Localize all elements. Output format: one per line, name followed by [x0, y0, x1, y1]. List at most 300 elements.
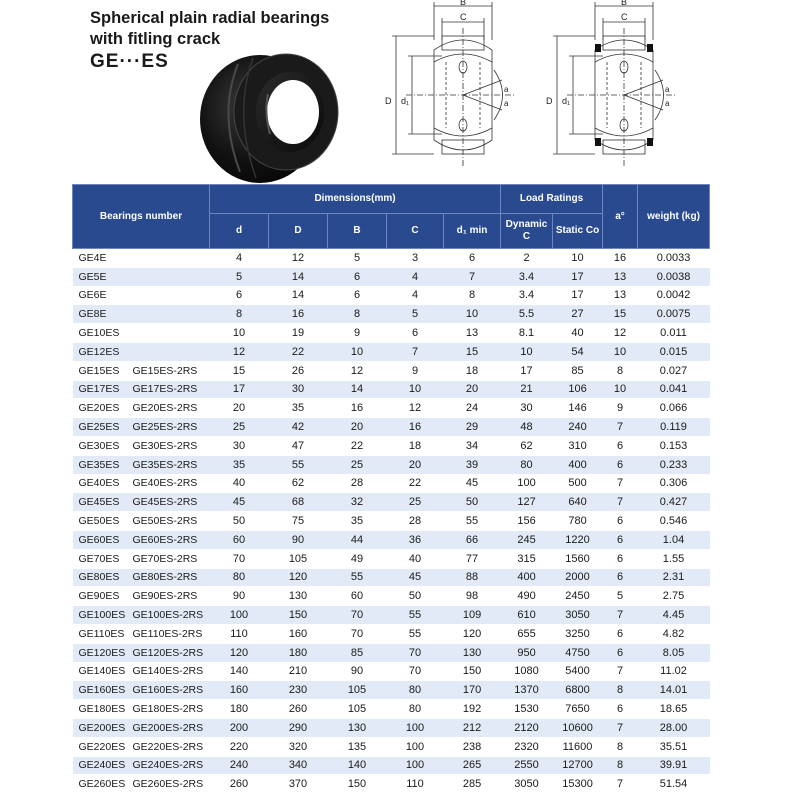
cell-d: 70	[210, 549, 269, 568]
bearing-number: GE12ES	[78, 345, 120, 358]
label-d1: d₁	[401, 96, 410, 106]
cell-d: 12	[210, 342, 269, 361]
table-row	[73, 549, 710, 568]
cell-a: 6	[603, 512, 638, 531]
cell-dyn: 156	[501, 512, 553, 531]
cell-B: 14	[328, 380, 387, 399]
cell-stat: 500	[553, 474, 603, 493]
cell-stat: 4750	[553, 643, 603, 662]
bearing-number: GE4E	[78, 251, 107, 264]
title-line-1: Spherical plain radial bearings	[90, 9, 330, 27]
cell-C: 3	[387, 249, 444, 268]
bearing-number: GE110ES	[78, 627, 125, 640]
header-alpha: a°	[603, 185, 638, 249]
cell-D: 230	[269, 681, 328, 700]
cell-bearing-number	[73, 455, 210, 474]
cell-C: 55	[387, 624, 444, 643]
cell-w: 0.011	[638, 324, 710, 343]
cell-bearing-number	[73, 606, 210, 625]
bearing-number: GE90ES	[78, 590, 120, 603]
cell-C: 25	[387, 493, 444, 512]
table-row	[73, 606, 710, 625]
cell-dyn: 2320	[501, 737, 553, 756]
table-row	[73, 718, 710, 737]
header-D: D	[269, 214, 328, 249]
cell-w: 0.015	[638, 342, 710, 361]
cell-w: 0.427	[638, 493, 710, 512]
cell-dyn: 5.5	[501, 305, 553, 324]
cell-bearing-number	[73, 568, 210, 587]
cell-bearing-number	[73, 643, 210, 662]
cell-d1: 98	[444, 587, 501, 606]
cell-bearing-number	[73, 681, 210, 700]
bearing-number: GE17ES	[78, 383, 120, 396]
cell-w: 1.55	[638, 549, 710, 568]
cell-stat: 7650	[553, 700, 603, 719]
bearing-number-sealed: GE35ES-2RS	[132, 458, 198, 471]
table-row	[73, 436, 710, 455]
bearing-photo	[198, 44, 348, 184]
cell-C: 28	[387, 512, 444, 531]
header-d1-min: d₁ min	[444, 214, 501, 249]
cell-bearing-number	[73, 361, 210, 380]
table-row	[73, 587, 710, 606]
cell-bearing-number	[73, 530, 210, 549]
cell-C: 9	[387, 361, 444, 380]
cell-stat: 400	[553, 455, 603, 474]
cell-B: 150	[328, 775, 387, 794]
header-dimensions: Dimensions(mm)	[210, 185, 501, 214]
cell-bearing-number	[73, 549, 210, 568]
bearing-number: GE100ES	[78, 609, 126, 622]
cell-d1: 6	[444, 249, 501, 268]
cell-C: 110	[387, 775, 444, 794]
bearing-number-sealed: GE260ES-2RS	[132, 778, 204, 791]
bearing-number: GE10ES	[78, 327, 120, 340]
cell-d: 240	[210, 756, 269, 775]
cell-D: 12	[269, 249, 328, 268]
cell-d: 160	[210, 681, 269, 700]
cell-a: 12	[603, 324, 638, 343]
cell-a: 16	[603, 249, 638, 268]
cell-C: 80	[387, 681, 444, 700]
cell-a: 10	[603, 380, 638, 399]
cell-d1: 130	[444, 643, 501, 662]
cell-C: 12	[387, 399, 444, 418]
cell-d: 35	[210, 455, 269, 474]
cell-d1: 212	[444, 718, 501, 737]
cell-dyn: 245	[501, 530, 553, 549]
bearing-number: GE15ES	[78, 364, 120, 377]
cell-w: 0.306	[638, 474, 710, 493]
table-row	[73, 249, 710, 268]
cell-w: 35.51	[638, 737, 710, 756]
cell-C: 36	[387, 530, 444, 549]
bearing-number-sealed: GE45ES-2RS	[132, 496, 198, 509]
cell-bearing-number	[73, 700, 210, 719]
cell-a: 6	[603, 530, 638, 549]
cell-a: 6	[603, 643, 638, 662]
cell-a: 8	[603, 756, 638, 775]
header-bearings-number: Bearings number	[73, 185, 210, 249]
cell-a: 5	[603, 587, 638, 606]
cell-a: 7	[603, 606, 638, 625]
cell-B: 22	[328, 436, 387, 455]
cell-d: 60	[210, 530, 269, 549]
cell-a: 6	[603, 700, 638, 719]
cell-stat: 640	[553, 493, 603, 512]
cell-C: 22	[387, 474, 444, 493]
bearing-number: GE5E	[78, 270, 107, 283]
cell-D: 22	[269, 342, 328, 361]
cell-d1: 238	[444, 737, 501, 756]
cell-dyn: 400	[501, 568, 553, 587]
cell-d: 10	[210, 324, 269, 343]
cell-a: 7	[603, 718, 638, 737]
cell-C: 70	[387, 662, 444, 681]
bearing-number: GE120ES	[78, 646, 126, 659]
header-B: B	[328, 214, 387, 249]
label-D: D	[385, 96, 392, 106]
cell-d1: 20	[444, 380, 501, 399]
table-row	[73, 737, 710, 756]
bearing-number-sealed: GE30ES-2RS	[132, 439, 198, 452]
cell-d1: 10	[444, 305, 501, 324]
cell-dyn: 1370	[501, 681, 553, 700]
cell-C: 18	[387, 436, 444, 455]
cell-D: 160	[269, 624, 328, 643]
cell-stat: 10	[553, 249, 603, 268]
cell-dyn: 17	[501, 361, 553, 380]
cell-bearing-number	[73, 249, 210, 268]
cell-C: 80	[387, 700, 444, 719]
cell-C: 70	[387, 643, 444, 662]
bearing-number-sealed: GE220ES-2RS	[132, 740, 204, 753]
bearing-number-sealed: GE40ES-2RS	[132, 477, 198, 490]
cell-dyn: 610	[501, 606, 553, 625]
cell-B: 105	[328, 681, 387, 700]
cell-stat: 11600	[553, 737, 603, 756]
label-B: B	[621, 0, 628, 7]
cell-stat: 2000	[553, 568, 603, 587]
cell-bearing-number	[73, 775, 210, 794]
bearing-number: GE200ES	[78, 721, 126, 734]
cell-B: 8	[328, 305, 387, 324]
cell-d: 110	[210, 624, 269, 643]
cell-D: 55	[269, 455, 328, 474]
cell-d1: 55	[444, 512, 501, 531]
cell-stat: 106	[553, 380, 603, 399]
cell-d1: 88	[444, 568, 501, 587]
cell-D: 210	[269, 662, 328, 681]
cell-bearing-number	[73, 305, 210, 324]
cell-bearing-number	[73, 324, 210, 343]
cell-dyn: 80	[501, 455, 553, 474]
cell-stat: 17	[553, 286, 603, 305]
cell-d1: 50	[444, 493, 501, 512]
cell-w: 0.0033	[638, 249, 710, 268]
cell-d1: 29	[444, 418, 501, 437]
cell-D: 16	[269, 305, 328, 324]
cell-d: 8	[210, 305, 269, 324]
cell-w: 4.45	[638, 606, 710, 625]
series-label: GE···ES	[90, 51, 169, 72]
header-weight: weight (kg)	[638, 185, 710, 249]
cell-dyn: 3050	[501, 775, 553, 794]
cell-dyn: 1530	[501, 700, 553, 719]
cell-dyn: 3.4	[501, 286, 553, 305]
cell-B: 105	[328, 700, 387, 719]
label-d1: d₁	[562, 96, 571, 106]
cell-bearing-number	[73, 418, 210, 437]
bearing-number: GE140ES	[78, 665, 126, 678]
cell-dyn: 48	[501, 418, 553, 437]
table-row	[73, 342, 710, 361]
cell-C: 6	[387, 324, 444, 343]
cell-d: 90	[210, 587, 269, 606]
table-row	[73, 568, 710, 587]
cell-B: 35	[328, 512, 387, 531]
cell-stat: 310	[553, 436, 603, 455]
table-row	[73, 380, 710, 399]
cell-C: 100	[387, 718, 444, 737]
label-C: C	[460, 12, 467, 22]
cell-bearing-number	[73, 399, 210, 418]
bearing-number-sealed: GE200ES-2RS	[132, 721, 204, 734]
bearing-number: GE70ES	[78, 552, 120, 565]
cell-w: 0.546	[638, 512, 710, 531]
bearing-number: GE25ES	[78, 421, 120, 434]
cell-a: 8	[603, 681, 638, 700]
cell-C: 10	[387, 380, 444, 399]
cell-a: 7	[603, 418, 638, 437]
table-row	[73, 493, 710, 512]
cell-stat: 85	[553, 361, 603, 380]
cell-C: 55	[387, 606, 444, 625]
bearing-number-sealed: GE160ES-2RS	[132, 684, 204, 697]
cell-a: 6	[603, 624, 638, 643]
table-row	[73, 775, 710, 794]
cell-bearing-number	[73, 436, 210, 455]
cell-w: 0.233	[638, 455, 710, 474]
cell-d1: 77	[444, 549, 501, 568]
table-row	[73, 474, 710, 493]
bearing-number-sealed: GE90ES-2RS	[132, 590, 198, 603]
table-row	[73, 681, 710, 700]
bearing-number-sealed: GE20ES-2RS	[132, 402, 198, 415]
cell-D: 35	[269, 399, 328, 418]
cell-w: 11.02	[638, 662, 710, 681]
bearing-number: GE30ES	[78, 439, 120, 452]
cell-B: 55	[328, 568, 387, 587]
cell-stat: 10600	[553, 718, 603, 737]
cell-w: 28.00	[638, 718, 710, 737]
table-row	[73, 662, 710, 681]
cell-d1: 120	[444, 624, 501, 643]
cell-d1: 109	[444, 606, 501, 625]
cell-d1: 265	[444, 756, 501, 775]
bearing-number-sealed: GE70ES-2RS	[132, 552, 198, 565]
cell-d: 15	[210, 361, 269, 380]
cell-stat: 17	[553, 267, 603, 286]
cell-a: 15	[603, 305, 638, 324]
cell-w: 0.041	[638, 380, 710, 399]
table-row	[73, 512, 710, 531]
cell-d1: 24	[444, 399, 501, 418]
bearing-number: GE220ES	[78, 740, 126, 753]
cell-dyn: 3.4	[501, 267, 553, 286]
cell-dyn: 1080	[501, 662, 553, 681]
bearing-number: GE160ES	[78, 684, 126, 697]
cell-dyn: 100	[501, 474, 553, 493]
cell-bearing-number	[73, 286, 210, 305]
cell-B: 6	[328, 286, 387, 305]
header-dynamic: Dynamic C	[501, 214, 553, 249]
label-a-top: a	[504, 85, 509, 94]
label-a-top: a	[665, 85, 670, 94]
cell-a: 13	[603, 286, 638, 305]
cell-w: 1.04	[638, 530, 710, 549]
label-B: B	[460, 0, 467, 7]
cell-C: 40	[387, 549, 444, 568]
table-row	[73, 286, 710, 305]
cell-d1: 8	[444, 286, 501, 305]
label-a-bottom: a	[504, 99, 509, 108]
cell-d1: 170	[444, 681, 501, 700]
cell-stat: 3250	[553, 624, 603, 643]
cell-bearing-number	[73, 737, 210, 756]
cell-stat: 1560	[553, 549, 603, 568]
bearing-number: GE8E	[78, 308, 107, 321]
cell-dyn: 950	[501, 643, 553, 662]
cell-d: 25	[210, 418, 269, 437]
cell-w: 39.91	[638, 756, 710, 775]
cell-a: 6	[603, 455, 638, 474]
cell-d1: 39	[444, 455, 501, 474]
cell-C: 4	[387, 286, 444, 305]
cell-d: 180	[210, 700, 269, 719]
bearing-number: GE60ES	[78, 533, 120, 546]
label-D: D	[546, 96, 553, 106]
cell-C: 5	[387, 305, 444, 324]
cell-d: 200	[210, 718, 269, 737]
cell-B: 25	[328, 455, 387, 474]
cell-D: 340	[269, 756, 328, 775]
cell-w: 0.027	[638, 361, 710, 380]
cell-bearing-number	[73, 756, 210, 775]
header-static: Static Co	[553, 214, 603, 249]
table-row	[73, 756, 710, 775]
cell-stat: 2450	[553, 587, 603, 606]
cell-stat: 27	[553, 305, 603, 324]
cell-stat: 15300	[553, 775, 603, 794]
cell-w: 0.0038	[638, 267, 710, 286]
cell-d: 6	[210, 286, 269, 305]
cell-d: 100	[210, 606, 269, 625]
label-a-bottom: a	[665, 99, 670, 108]
cell-stat: 240	[553, 418, 603, 437]
cell-d: 140	[210, 662, 269, 681]
cell-D: 75	[269, 512, 328, 531]
bearing-number: GE45ES	[78, 496, 120, 509]
bearing-number-sealed: GE60ES-2RS	[132, 533, 198, 546]
cell-D: 19	[269, 324, 328, 343]
cell-stat: 6800	[553, 681, 603, 700]
cell-bearing-number	[73, 474, 210, 493]
cell-w: 0.0042	[638, 286, 710, 305]
cell-dyn: 30	[501, 399, 553, 418]
spec-table-body	[73, 249, 710, 794]
cell-d: 120	[210, 643, 269, 662]
cell-dyn: 2120	[501, 718, 553, 737]
cell-B: 20	[328, 418, 387, 437]
table-row	[73, 267, 710, 286]
cell-B: 16	[328, 399, 387, 418]
cell-B: 49	[328, 549, 387, 568]
cell-C: 4	[387, 267, 444, 286]
bearing-number: GE20ES	[78, 402, 120, 415]
table-row	[73, 624, 710, 643]
bearing-number-sealed: GE120ES-2RS	[132, 646, 204, 659]
cell-B: 5	[328, 249, 387, 268]
cell-B: 44	[328, 530, 387, 549]
cell-a: 13	[603, 267, 638, 286]
cell-B: 85	[328, 643, 387, 662]
cell-w: 4.82	[638, 624, 710, 643]
bearing-number-sealed: GE100ES-2RS	[132, 609, 204, 622]
cell-w: 14.01	[638, 681, 710, 700]
cell-d: 5	[210, 267, 269, 286]
cell-B: 6	[328, 267, 387, 286]
bearing-number-sealed: GE25ES-2RS	[132, 421, 198, 434]
cell-stat: 146	[553, 399, 603, 418]
cell-D: 150	[269, 606, 328, 625]
cell-B: 140	[328, 756, 387, 775]
cell-a: 7	[603, 474, 638, 493]
cell-D: 320	[269, 737, 328, 756]
cell-d1: 18	[444, 361, 501, 380]
cell-a: 7	[603, 662, 638, 681]
bearing-number-sealed: GE110ES-2RS	[132, 627, 203, 640]
cell-d1: 15	[444, 342, 501, 361]
cell-B: 28	[328, 474, 387, 493]
cell-D: 370	[269, 775, 328, 794]
cell-D: 130	[269, 587, 328, 606]
header-load-ratings: Load Ratings	[501, 185, 603, 214]
table-row	[73, 455, 710, 474]
cell-bearing-number	[73, 662, 210, 681]
cell-d: 30	[210, 436, 269, 455]
bearing-number: GE40ES	[78, 477, 120, 490]
cell-d1: 150	[444, 662, 501, 681]
table-row	[73, 361, 710, 380]
cell-stat: 780	[553, 512, 603, 531]
cell-d: 260	[210, 775, 269, 794]
cell-bearing-number	[73, 493, 210, 512]
cell-a: 6	[603, 436, 638, 455]
cell-D: 42	[269, 418, 328, 437]
cell-D: 68	[269, 493, 328, 512]
cell-D: 26	[269, 361, 328, 380]
cell-d: 17	[210, 380, 269, 399]
cell-bearing-number	[73, 380, 210, 399]
table-row	[73, 643, 710, 662]
cell-d: 40	[210, 474, 269, 493]
cell-dyn: 127	[501, 493, 553, 512]
cell-w: 51.54	[638, 775, 710, 794]
cross-section-diagram-sealed	[537, 0, 687, 178]
cell-a: 7	[603, 493, 638, 512]
